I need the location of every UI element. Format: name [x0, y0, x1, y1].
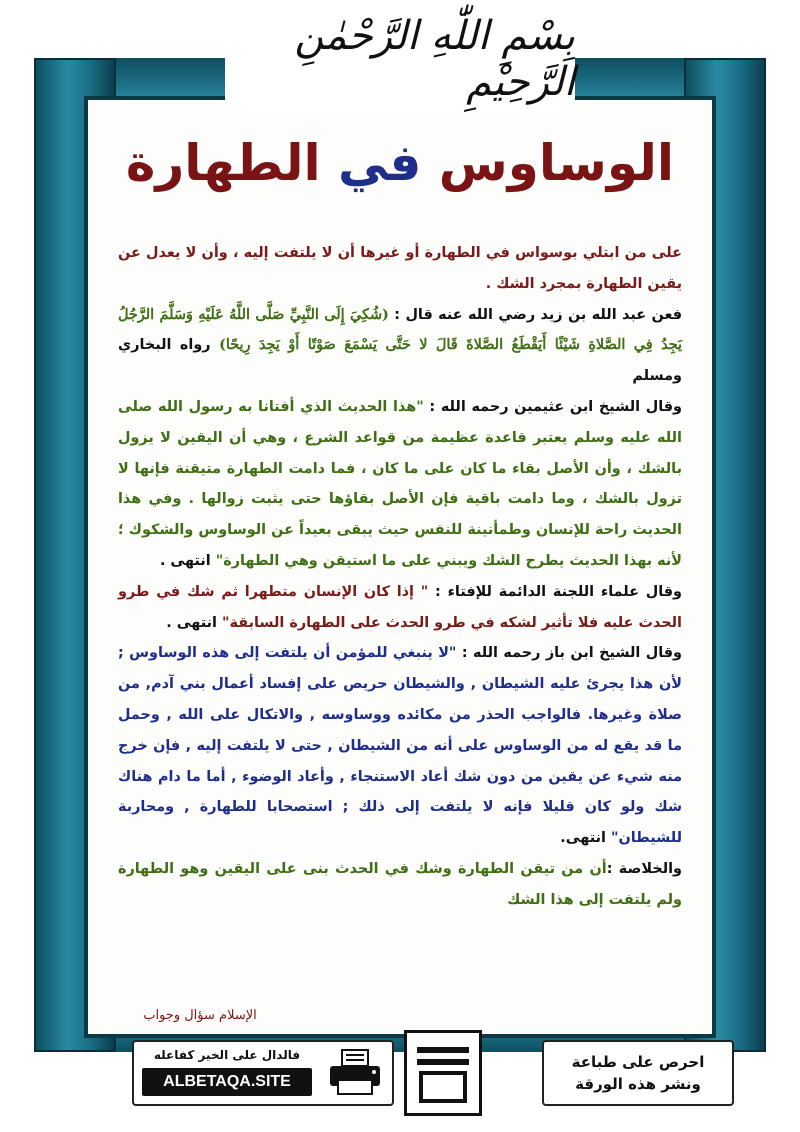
footer-print-line-1: احرص على طباعة: [571, 1053, 705, 1071]
paragraph-intro: على من ابتلي بوسواس في الطهارة أو غيرها أن لا يلتفت إليه ، وأن لا يعدل عن يقين الطهارة بمجرد الشك .: [118, 245, 682, 292]
hadith-text: (شُكِيَ إِلَى النَّبِيِّ صَلَّى اللَّهُ عَلَيْهِ وَسَلَّمَ الرَّجُلُ يَجِدُ فِي الصَّلاةِ شَيْئًا أَيَقْطَعُ الصَّلاةَ قَالَ لا حَتَّى يَسْمَعَ صَوْتًا أَوْ يَجِدَ رِيحًا): [118, 305, 682, 354]
footer-site-link[interactable]: ALBETAQA.SITE: [142, 1068, 312, 1096]
title-word-2: في: [338, 134, 422, 192]
paragraph-ibn-baz: [118, 638, 682, 854]
footer-website-box: [132, 1040, 394, 1106]
basmala-header: [225, 6, 575, 112]
ibn-baz-quote: "لا ينبغي للمؤمن أن يلتفت إلى هذه الوساوس ; لأن هذا يجرئ عليه الشيطان , والشيطان حريص على إفساد أعمال بني آدم, من صلاة وغيرها. فالواجب الحذر من مكائده ووساوسه , والاتكال على الله , وحمل ما قد يقع له من الوساوس على أنه من الشيطان , حتى لا يلتفت إليه , فإن خرج منه شيء عن يقين من دون شك أعاد الاستنجاء , وأعاد الوضوء , أما ما دام هناك شك ولو كان قليلا فإنه لا يلتفت إلى ذلك ; استصحابا للطهارة , ومحاربة للشيطان": [118, 645, 682, 847]
summary-text: أن من تيقن الطهارة وشك في الحدث بنى على اليقين وهو الطهارة ولم يلتفت إلى هذا الشك: [118, 860, 682, 908]
printer-icon: [324, 1048, 386, 1098]
title-word-1: الوساوس: [438, 134, 675, 192]
footer-print-line-2: ونشر هذه الورقة: [575, 1075, 701, 1093]
albetaqa-logo-icon: [404, 1030, 482, 1116]
lajnah-end: انتهى .: [166, 614, 222, 631]
page-title: [100, 128, 700, 198]
ibn-baz-intro: وقال الشيخ ابن باز رحمه الله :: [456, 645, 682, 662]
ibn-uthaymin-end: انتهى .: [159, 552, 216, 569]
basmala-text: بِسْمِ اللّٰهِ الرَّحْمٰنِ الرَّحِيْمِ: [294, 13, 575, 105]
paragraph-hadith: [118, 300, 682, 392]
ibn-uthaymin-quote: "هذا الحديث الذي أفتانا به رسول الله صلى الله عليه وسلم يعتبر قاعدة عظيمة من قواعد الشرع ، وهي أن اليقين لا يزول بالشك ، وأن الأصل بقاء ما كان على ما كان ، فما دامت الطهارة متيقنة فإنها لا تزول بالشك ، وما دامت باقية فإن الأصل بقاؤها حتى يثبت زوالها . وفي هذا الحديث راحة للإنسان وطمأنينة للنفس حيث يبقى بعيداً عن الوساوس والشكوك ؛ لأنه بهذا الحديث يطرح الشك ويبني على ما استيقن وهي الطهارة": [118, 398, 682, 569]
ibn-uthaymin-intro: وقال الشيخ ابن عثيمين رحمه الله :: [423, 398, 682, 415]
footer-slogan: فالدال على الخير كفاعله: [153, 1048, 301, 1062]
paragraph-summary: [118, 854, 682, 916]
hadith-source: رواه البخاري ومسلم: [118, 337, 682, 385]
article-body: [118, 238, 682, 916]
paragraph-lajnah: [118, 577, 682, 639]
ibn-baz-end: انتهى.: [560, 830, 611, 847]
source-credit: الإسلام سؤال وجواب: [143, 1008, 257, 1023]
paragraph-ibn-uthaymin: [118, 392, 682, 577]
title-word-3: الطهارة: [125, 134, 321, 192]
summary-intro: والخلاصة :: [606, 860, 682, 877]
lajnah-intro: وقال علماء اللجنة الدائمة للإفتاء :: [428, 583, 682, 600]
hadith-intro: فعن عبد الله بن زيد رضي الله عنه قال :: [388, 306, 682, 323]
lajnah-quote: " إذا كان الإنسان متطهرا ثم شك في طرو الحدث عليه فلا تأثير لشكه في طرو الحدث على الطهارة السابقة": [118, 583, 682, 631]
footer-print-notice: [542, 1040, 734, 1106]
